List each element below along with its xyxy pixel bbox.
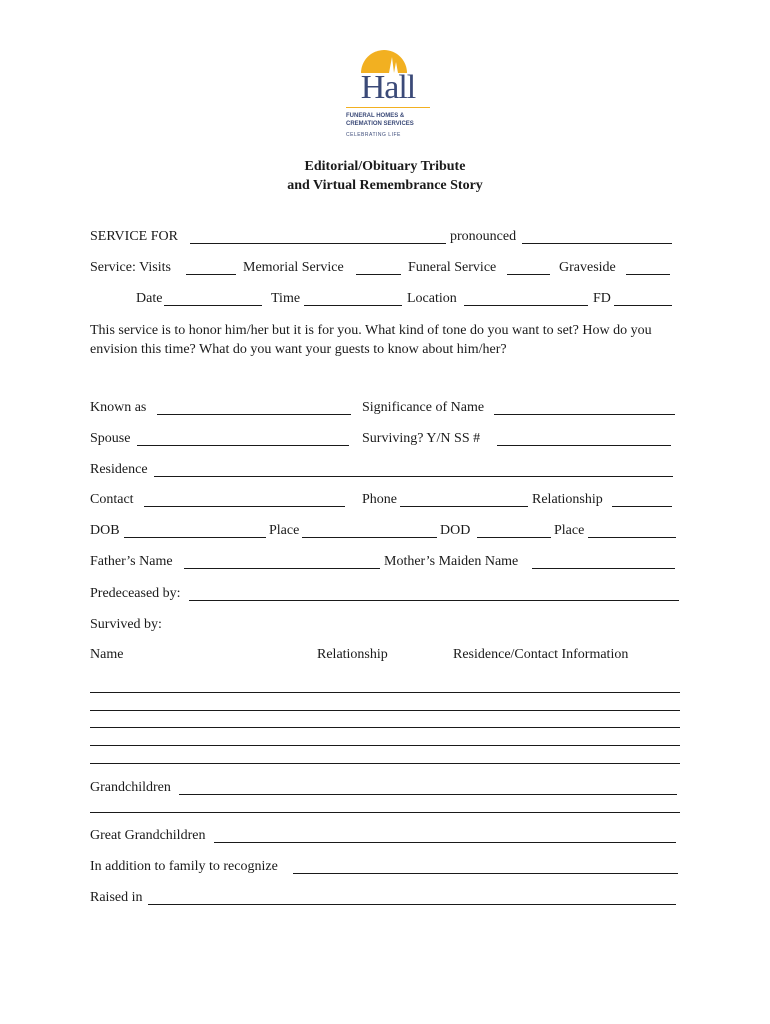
great-grandchildren-label: Great Grandchildren xyxy=(90,828,206,843)
funeral-service-field[interactable] xyxy=(507,274,550,275)
death-place-field[interactable] xyxy=(588,537,676,538)
graveside-field[interactable] xyxy=(626,274,670,275)
significance-of-name-field[interactable] xyxy=(494,414,675,415)
fd-label: FD xyxy=(593,291,611,306)
in-addition-field[interactable] xyxy=(293,873,678,874)
service-for-label: SERVICE FOR xyxy=(90,229,178,244)
memorial-service-label: Memorial Service xyxy=(243,260,344,275)
grandchildren-field-2[interactable] xyxy=(90,812,680,813)
intro-paragraph: This service is to honor him/her but it is for you. What kind of tone do you want to set? How do you envision this time? What do you want your guests to know about him/her? xyxy=(90,323,652,357)
in-addition-label: In addition to family to recognize xyxy=(90,859,278,874)
form-title-line-2: and Virtual Remembrance Story xyxy=(287,178,483,193)
mothers-maiden-name-label: Mother’s Maiden Name xyxy=(384,554,519,569)
fathers-name-field[interactable] xyxy=(184,568,380,569)
visits-field[interactable] xyxy=(186,274,236,275)
survivor-line-2[interactable] xyxy=(90,710,680,711)
logo-brand: Hall xyxy=(360,69,416,106)
form-title-line-1: Editorial/Obituary Tribute xyxy=(304,159,466,174)
logo-tagline: CELEBRATING LIFE xyxy=(346,132,401,138)
death-place-label: Place xyxy=(554,523,585,538)
dod-label: DOD xyxy=(440,523,471,538)
date-label: Date xyxy=(136,291,163,306)
residence-field[interactable] xyxy=(154,476,673,477)
pronounced-field[interactable] xyxy=(522,243,672,244)
survived-by-label: Survived by: xyxy=(90,617,162,632)
birth-place-label: Place xyxy=(269,523,300,538)
dob-field[interactable] xyxy=(124,537,266,538)
service-for-field[interactable] xyxy=(190,243,446,244)
predeceased-field[interactable] xyxy=(189,600,679,601)
time-label: Time xyxy=(271,291,301,306)
survivor-line-5[interactable] xyxy=(90,763,680,764)
spouse-field[interactable] xyxy=(137,445,349,446)
phone-label: Phone xyxy=(362,492,397,507)
predeceased-label: Predeceased by: xyxy=(90,586,181,601)
contact-field[interactable] xyxy=(144,506,345,507)
date-field[interactable] xyxy=(164,305,262,306)
logo-line-1: FUNERAL HOMES & xyxy=(346,113,405,119)
survivor-line-4[interactable] xyxy=(90,745,680,746)
service-visits-label: Service: Visits xyxy=(90,260,171,275)
known-as-field[interactable] xyxy=(157,414,351,415)
residence-contact-column-header: Residence/Contact Information xyxy=(453,647,629,662)
grandchildren-label: Grandchildren xyxy=(90,780,171,795)
birth-place-field[interactable] xyxy=(302,537,437,538)
graveside-label: Graveside xyxy=(559,260,616,275)
pronounced-label: pronounced xyxy=(450,229,517,244)
dob-label: DOB xyxy=(90,523,120,538)
survivor-line-1[interactable] xyxy=(90,692,680,693)
significance-of-name-label: Significance of Name xyxy=(362,400,485,415)
grandchildren-field[interactable] xyxy=(179,794,677,795)
logo-divider xyxy=(346,107,430,108)
known-as-label: Known as xyxy=(90,400,147,415)
relationship-label: Relationship xyxy=(532,492,603,507)
raised-in-field[interactable] xyxy=(148,904,676,905)
location-label: Location xyxy=(407,291,457,306)
relationship-column-header: Relationship xyxy=(317,647,388,662)
relationship-field[interactable] xyxy=(612,506,672,507)
spouse-label: Spouse xyxy=(90,431,131,446)
survivor-line-3[interactable] xyxy=(90,727,680,728)
phone-field[interactable] xyxy=(400,506,528,507)
memorial-service-field[interactable] xyxy=(356,274,401,275)
great-grandchildren-field[interactable] xyxy=(214,842,676,843)
dod-field[interactable] xyxy=(477,537,551,538)
ss-number-field[interactable] xyxy=(497,445,671,446)
name-column-header: Name xyxy=(90,647,124,662)
raised-in-label: Raised in xyxy=(90,890,143,905)
logo-line-2: CREMATION SERVICES xyxy=(346,121,414,127)
contact-label: Contact xyxy=(90,492,134,507)
surviving-label: Surviving? Y/N SS # xyxy=(362,431,481,446)
residence-label: Residence xyxy=(90,462,148,477)
funeral-service-label: Funeral Service xyxy=(408,260,497,275)
fd-field[interactable] xyxy=(614,305,672,306)
location-field[interactable] xyxy=(464,305,588,306)
fathers-name-label: Father’s Name xyxy=(90,554,173,569)
mothers-maiden-name-field[interactable] xyxy=(532,568,675,569)
time-field[interactable] xyxy=(304,305,402,306)
